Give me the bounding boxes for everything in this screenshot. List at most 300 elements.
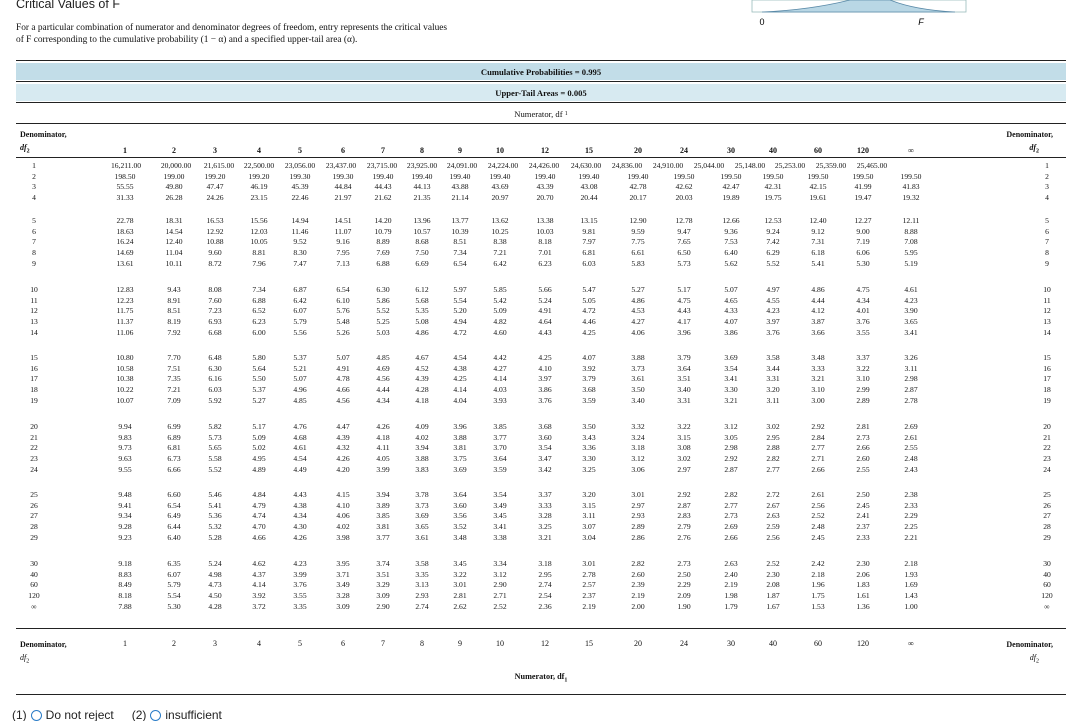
table-cell: 5.42 [493,295,507,305]
table-cell: 4.18 [415,395,429,405]
table-cell: 2.54 [538,591,552,601]
table-cell: 12.40 [165,237,183,247]
table-cell: 3.60 [453,500,467,510]
row-df-left: 21 [30,432,38,442]
table-cell: 8.68 [415,237,429,247]
table-cell: 5.76 [336,306,350,316]
table-cell: 4.49 [293,464,307,474]
table-cell: 7.95 [336,248,350,258]
table-cell: 2.86 [631,532,645,542]
table-cell: 6.40 [724,248,738,258]
table-cell: 2.66 [724,532,738,542]
row-df-right: 25 [1043,490,1051,499]
footer-column-header: 6 [341,639,345,648]
table-cell: 3.95 [336,559,350,568]
table-cell: 25,465.00 [856,161,888,170]
table-cell: 4.96 [293,385,307,395]
row-df-right: 15 [1043,353,1051,362]
table-cell: 25,253.00 [774,161,806,170]
table-cell: 9.36 [724,226,738,236]
table-cell: 199.40 [489,171,511,181]
table-cell: 5.65 [208,443,222,453]
table-cell: 3.76 [293,580,307,590]
table-cell: 2.95 [766,432,780,442]
table-cell: 2.25 [904,522,918,532]
footer-column-header: 40 [769,639,777,648]
table-cell: 4.69 [376,363,390,373]
column-header: 40 [769,146,777,155]
table-cell: 10.58 [116,363,134,373]
table-cell: 2.74 [538,580,552,590]
cumulative-banner: Cumulative Probabilities = 0.995 [16,63,1066,80]
table-cell: 4.67 [415,353,429,362]
table-cell: 4.15 [336,490,350,499]
table-cell: 2.50 [677,569,691,579]
table-cell: 2.97 [631,500,645,510]
table-cell: 9.47 [677,226,691,236]
table-cell: 4.04 [453,395,467,405]
table-cell: 5.85 [493,285,507,294]
table-cell: 7.21 [167,385,181,395]
table-cell: 5.21 [293,363,307,373]
table-cell: 3.36 [582,443,596,453]
table-cell: 4.27 [631,317,645,327]
table-cell: 4.98 [208,569,222,579]
row-df-right: 30 [1043,559,1051,568]
table-cell: 5.54 [453,295,467,305]
table-cell: 2.82 [766,454,780,464]
table-cell: 8.72 [208,258,222,268]
column-header: 5 [298,146,302,155]
table-cell: 2.78 [904,395,918,405]
table-cell: 16.53 [206,216,224,225]
table-cell: 3.92 [252,591,266,601]
table-cell: 3.64 [493,454,507,464]
table-cell: 4.14 [493,374,507,384]
row-df-right: 13 [1043,317,1051,327]
table-cell: 4.43 [677,306,691,316]
table-cell: 6.12 [415,285,429,294]
table-cell: 2.79 [677,522,691,532]
table-cell: 3.31 [766,374,780,384]
table-cell: 2.19 [724,580,738,590]
table-cell: 2.90 [376,601,390,611]
table-cell: 5.20 [453,306,467,316]
table-cell: 22.46 [291,193,309,203]
table-cell: 21.14 [451,193,469,203]
table-cell: 2.29 [677,580,691,590]
table-cell: 6.30 [376,285,390,294]
table-cell: 5.35 [415,306,429,316]
table-cell: 4.06 [631,327,645,337]
numerator-label: Numerator, df [514,108,563,119]
table-cell: 2.45 [811,532,825,542]
table-cell: 4.76 [293,422,307,431]
table-cell: 2.99 [856,385,870,395]
table-cell: 4.64 [538,317,552,327]
table-cell: 1.61 [856,591,870,601]
row-df-left: 15 [30,353,38,362]
table-cell: 3.71 [336,569,350,579]
table-cell: 2.55 [904,443,918,453]
table-cell: 6.40 [167,532,181,542]
table-cell: 44.43 [374,182,392,192]
footer-right-denominator-label: Denominator, [1006,640,1053,649]
table-cell: 12.23 [116,295,134,305]
table-cell: 3.29 [376,580,390,590]
table-cell: 6.69 [415,258,429,268]
radio-icon[interactable] [31,710,42,721]
table-cell: 6.66 [167,464,181,474]
table-cell: 10.22 [116,385,134,395]
row-df-left: 8 [32,248,36,258]
table-cell: 199.40 [411,171,433,181]
row-df-right: 14 [1043,327,1051,337]
table-cell: 4.23 [904,295,918,305]
table-cell: 1.67 [766,601,780,611]
table-cell: 5.97 [453,285,467,294]
table-cell: 2.93 [415,591,429,601]
table-cell: 3.79 [677,353,691,362]
table-cell: 4.47 [336,422,350,431]
table-cell: 2.29 [904,511,918,521]
table-cell: 3.60 [538,432,552,442]
table-cell: 3.28 [336,591,350,601]
table-cell: 4.66 [252,532,266,542]
row-df-right: 26 [1043,500,1051,510]
row-df-right: 23 [1043,454,1051,464]
table-cell: 4.86 [811,285,825,294]
table-cell: 4.09 [415,422,429,431]
table-cell: 3.18 [538,559,552,568]
table-cell: 6.42 [293,295,307,305]
column-header: 8 [420,146,424,155]
table-cell: 2.48 [811,522,825,532]
table-cell: 4.07 [724,317,738,327]
table-cell: 199.50 [852,171,874,181]
row-df-left: 10 [30,285,38,294]
table-cell: 31.33 [116,193,134,203]
option-insufficient[interactable] [132,708,222,721]
table-cell: 3.79 [582,374,596,384]
numerator-sub: 1 [564,110,568,117]
table-cell: 2.59 [766,522,780,532]
table-cell: 7.96 [252,258,266,268]
table-cell: 4.75 [677,295,691,305]
table-cell: 8.51 [453,237,467,247]
table-cell: 4.25 [582,327,596,337]
table-cell: 7.21 [493,248,507,258]
table-cell: 3.42 [538,464,552,474]
table-cell: 4.07 [582,353,596,362]
table-cell: 5.32 [208,522,222,532]
table-cell: 3.41 [724,374,738,384]
table-cell: 5.26 [336,327,350,337]
table-cell: 9.52 [293,237,307,247]
table-cell: 3.33 [538,500,552,510]
table-cell: 7.51 [167,363,181,373]
table-cell: 2.42 [811,559,825,568]
table-cell: 43.08 [580,182,598,192]
table-cell: 3.75 [453,454,467,464]
table-cell: 3.72 [252,601,266,611]
column-header: 12 [541,146,549,155]
table-cell: 3.40 [631,395,645,405]
row-df-right: 120 [1041,591,1053,601]
table-cell: 4.10 [336,500,350,510]
row-df-left: 19 [30,395,38,405]
table-cell: 2.50 [856,490,870,499]
table-cell: 199.30 [332,171,354,181]
table-cell: 3.35 [293,601,307,611]
table-cell: 4.26 [293,532,307,542]
table-cell: 7.01 [538,248,552,258]
table-cell: 16,211.00 [110,161,142,170]
table-cell: 7.34 [453,248,467,258]
table-cell: 20.03 [675,193,693,203]
table-cell: 4.60 [493,327,507,337]
table-cell: 8.30 [293,248,307,258]
table-cell: 3.22 [677,422,691,431]
table-cell: 4.74 [252,511,266,521]
table-cell: 3.59 [493,464,507,474]
table-cell: 3.15 [677,432,691,442]
table-cell: 5.07 [293,374,307,384]
table-cell: 22.78 [116,216,134,225]
row-df-right: 40 [1043,569,1051,579]
table-cell: 199.40 [578,171,600,181]
table-cell: 4.79 [252,500,266,510]
table-cell: 10.79 [374,226,392,236]
row-df-left: 18 [30,385,38,395]
table-cell: 3.21 [538,532,552,542]
table-cell: 13.15 [580,216,598,225]
table-cell: 25,148.00 [734,161,766,170]
table-cell: 20.70 [536,193,554,203]
table-cell: 44.13 [413,182,431,192]
table-cell: 45.39 [291,182,309,192]
table-cell: 4.97 [766,285,780,294]
table-cell: 3.01 [453,580,467,590]
table-cell: 10.80 [116,353,134,362]
table-cell: 2.55 [856,464,870,474]
table-cell: 8.19 [167,317,181,327]
table-cell: 3.66 [811,327,825,337]
table-cell: 24,224.00 [487,161,519,170]
table-cell: 12.27 [854,216,872,225]
intro-line-1: For a particular combination of numerator and denominator degrees of freedom, entry represents the critical values [16,23,448,33]
table-cell: 3.68 [582,385,596,395]
table-cell: 19.32 [902,193,920,203]
table-cell: 2.43 [904,464,918,474]
option-do-not-reject[interactable] [12,708,114,721]
footer-column-header: 12 [541,639,549,648]
table-cell: 4.55 [766,295,780,305]
radio-icon[interactable] [150,710,161,721]
table-cell: 3.83 [415,464,429,474]
column-header: 1 [123,146,127,155]
row-df-right: 3 [1045,182,1049,192]
table-cell: 199.40 [372,171,394,181]
table-cell: 6.68 [208,327,222,337]
table-cell: 4.38 [453,363,467,373]
table-cell: 12.53 [764,216,782,225]
table-cell: 9.83 [118,432,132,442]
table-cell: 4.26 [376,422,390,431]
table-cell: 11.75 [116,306,134,316]
table-cell: 1.96 [811,580,825,590]
table-cell: 6.03 [582,258,596,268]
table-cell: 21.97 [334,193,352,203]
table-cell: 3.69 [724,353,738,362]
table-cell: 4.39 [336,432,350,442]
table-cell: 12.78 [675,216,693,225]
table-cell: 3.11 [582,511,596,521]
table-cell: 6.23 [252,317,266,327]
table-cell: 13.62 [491,216,509,225]
table-cell: 19.75 [764,193,782,203]
table-cell: 18.63 [116,226,134,236]
table-cell: 26.28 [165,193,183,203]
left-df-label: $df_2$ [20,143,30,155]
row-df-right: 6 [1045,226,1049,236]
row-df-left: 27 [30,511,38,521]
table-cell: 3.88 [631,353,645,362]
table-cell: 2.76 [677,532,691,542]
table-cell: 21.62 [374,193,392,203]
table-cell: 2.67 [766,500,780,510]
table-cell: 3.61 [415,532,429,542]
column-header: 3 [213,146,217,155]
table-cell: 3.70 [493,443,507,453]
table-cell: 11.37 [116,317,134,327]
table-cell: 199.50 [900,171,922,181]
table-cell: 24,091.00 [446,161,478,170]
table-cell: 2.89 [631,522,645,532]
option-2-label: insufficient [165,708,222,721]
table-cell: 4.05 [376,454,390,464]
table-cell: 4.12 [811,306,825,316]
table-cell: 2.73 [724,511,738,521]
table-cell: 4.91 [336,363,350,373]
row-df-right: 19 [1043,395,1051,405]
footer-left-df-label: $df_2$ [20,653,30,665]
table-cell: 3.98 [336,532,350,542]
table-cell: 6.29 [766,248,780,258]
row-df-right: 27 [1043,511,1051,521]
table-cell: 12.40 [809,216,827,225]
table-cell: 4.73 [208,580,222,590]
table-cell: 24.26 [206,193,224,203]
table-cell: 2.87 [677,500,691,510]
table-cell: 3.48 [453,532,467,542]
table-cell: 2.30 [856,559,870,568]
table-cell: 4.85 [293,395,307,405]
table-cell: 2.83 [677,511,691,521]
row-df-right: 29 [1043,532,1051,542]
table-cell: 4.84 [252,490,266,499]
table-cell: 2.18 [811,569,825,579]
table-cell: 2.69 [904,422,918,431]
column-header: 9 [458,146,462,155]
table-cell: 4.68 [293,432,307,442]
table-cell: 3.28 [538,511,552,521]
table-cell: 2.84 [811,432,825,442]
table-cell: 4.33 [724,306,738,316]
footer-numerator-label: Numerator, $df_1$ [514,672,568,684]
row-df-right: ∞ [1044,601,1050,611]
table-cell: 3.01 [582,559,596,568]
table-cell: 3.02 [766,422,780,431]
table-cell: 9.41 [118,500,132,510]
right-denominator-label: Denominator, [1006,130,1053,139]
table-cell: 21.35 [413,193,431,203]
table-cell: 5.03 [376,327,390,337]
table-cell: 4.56 [376,374,390,384]
table-cell: 3.55 [856,327,870,337]
table-cell: 44.84 [334,182,352,192]
table-cell: 7.70 [167,353,181,362]
table-cell: 11.07 [334,226,352,236]
table-cell: 3.24 [631,432,645,442]
table-cell: 2.95 [538,569,552,579]
row-df-right: 2 [1045,171,1049,181]
table-cell: 4.70 [252,522,266,532]
row-df-left: 26 [30,500,38,510]
table-cell: 4.28 [415,385,429,395]
table-cell: 6.44 [167,522,181,532]
table-cell: 3.21 [811,374,825,384]
table-cell: 3.43 [582,432,596,442]
table-cell: 3.35 [415,569,429,579]
table-cell: 4.44 [376,385,390,395]
table-cell: 6.03 [208,385,222,395]
row-df-left: 11 [30,295,38,305]
table-cell: 9.18 [118,559,132,568]
table-cell: 41.99 [854,182,872,192]
table-cell: 10.11 [165,258,183,268]
table-cell: 15.56 [250,216,268,225]
table-cell: 5.83 [631,258,645,268]
intro-line-2: of F corresponding to the cumulative probability (1 − α) and a specified upper-tail area (α). [16,35,358,45]
table-cell: 4.54 [293,454,307,464]
row-df-right: 7 [1045,237,1049,247]
table-cell: 10.39 [451,226,469,236]
table-cell: 2.92 [677,490,691,499]
table-cell: 5.27 [631,285,645,294]
table-cell: 9.16 [336,237,350,247]
table-cell: 2.18 [904,559,918,568]
table-cell: 4.72 [582,306,596,316]
table-cell: 1.36 [856,601,870,611]
table-cell: 3.34 [493,559,507,568]
table-cell: 5.52 [376,306,390,316]
row-df-left: 17 [30,374,38,384]
table-cell: 4.26 [336,454,350,464]
table-cell: 7.31 [811,237,825,247]
table-cell: 20.17 [629,193,647,203]
table-cell: 4.46 [582,317,596,327]
column-header: ∞ [908,146,914,155]
table-cell: 2.82 [631,559,645,568]
row-df-left: 1 [32,161,36,170]
table-cell: 9.12 [811,226,825,236]
table-cell: 2.52 [766,559,780,568]
row-df-right: 18 [1043,385,1051,395]
table-cell: 5.02 [252,443,266,453]
answer-options [12,708,222,721]
table-cell: 6.07 [167,569,181,579]
